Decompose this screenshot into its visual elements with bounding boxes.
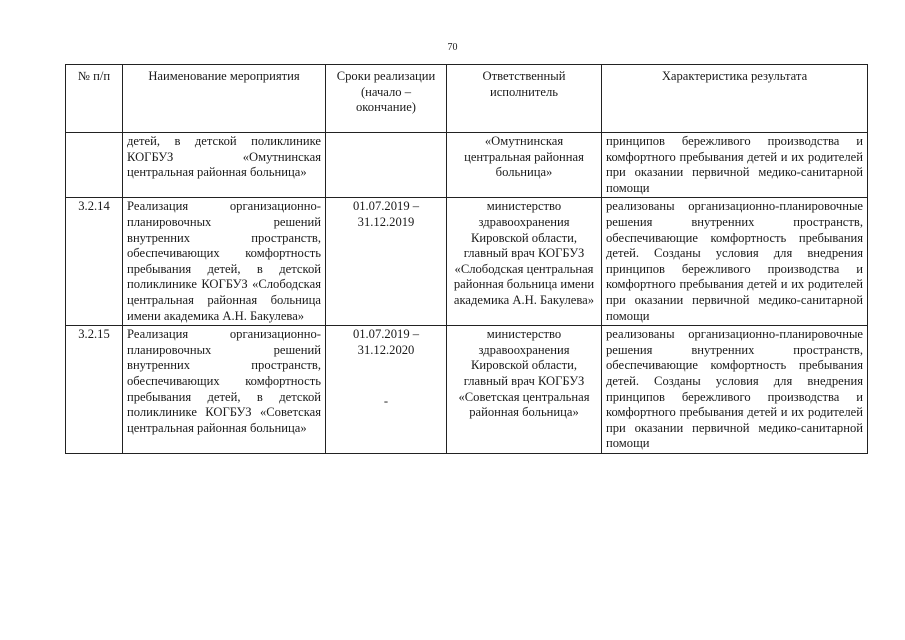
table-row xyxy=(66,326,868,454)
page-number: 70 xyxy=(447,42,458,53)
measure-dates-cell xyxy=(326,326,447,454)
header-name: Наименование мероприятия xyxy=(123,65,326,133)
row-number: 3.2.15 xyxy=(66,326,123,454)
header-dates: Сроки реализации (начало – окончание) xyxy=(326,65,447,133)
row-number xyxy=(66,133,123,198)
measure-executor: «Омутнинская центральная районная больница» xyxy=(447,133,602,198)
row-number: 3.2.14 xyxy=(66,198,123,326)
measure-executor: министерство здравоохранения Кировской области, главный врач КОГБУЗ «Советская центральная районная больница» xyxy=(447,326,602,454)
measures-table xyxy=(65,64,868,454)
measure-result: реализованы организационно-планировочные решения внутренних пространств, обеспечивающие комфортность пребывания детей. Созданы условия для внедрения принципов бережливого производства и комфортного пребывания детей и их родителей при оказании первичной медико-санитарной помощи xyxy=(602,198,868,326)
measure-executor: министерство здравоохранения Кировской области, главный врач КОГБУЗ «Слободская центральная районная больница имени академика А.Н. Бакулева» xyxy=(447,198,602,326)
table-header-row xyxy=(66,65,868,133)
measure-dates: 01.07.2019 – 31.12.2019 xyxy=(326,198,447,326)
measure-dates xyxy=(326,133,447,198)
measure-result: реализованы организационно-планировочные решения внутренних пространств, обеспечивающие комфортность пребывания детей. Созданы условия для внедрения принципов бережливого производства и комфортного пребывания детей и их родителей при оказании первичной медико-санитарной помощи xyxy=(602,326,868,454)
header-result: Характеристика результата xyxy=(602,65,868,133)
table-row xyxy=(66,198,868,326)
measure-result: принципов бережливого производства и комфортного пребывания детей и их родителей при оказании первичной медико-санитарной помощи xyxy=(602,133,868,198)
measure-name: Реализация организационно-планировочных решений внутренних пространств, обеспечивающих комфортность пребывания детей, в детской поликлинике КОГБУЗ «Слободская центральная районная больница имени академика А.Н. Бакулева» xyxy=(123,198,326,326)
measure-name: Реализация организационно-планировочных решений внутренних пространств, обеспечивающих комфортность пребывания детей, в детской поликлинике КОГБУЗ «Советская центральная районная больница» xyxy=(123,326,326,454)
measure-name: детей, в детской поликлинике КОГБУЗ «Омутнинская центральная районная больница» xyxy=(123,133,326,198)
dash-mark: - xyxy=(383,394,389,409)
measure-dates: 01.07.2019 – 31.12.2020 xyxy=(352,327,420,357)
header-executor: Ответственный исполнитель xyxy=(447,65,602,133)
table-row xyxy=(66,133,868,198)
header-num: № п/п xyxy=(66,65,123,133)
